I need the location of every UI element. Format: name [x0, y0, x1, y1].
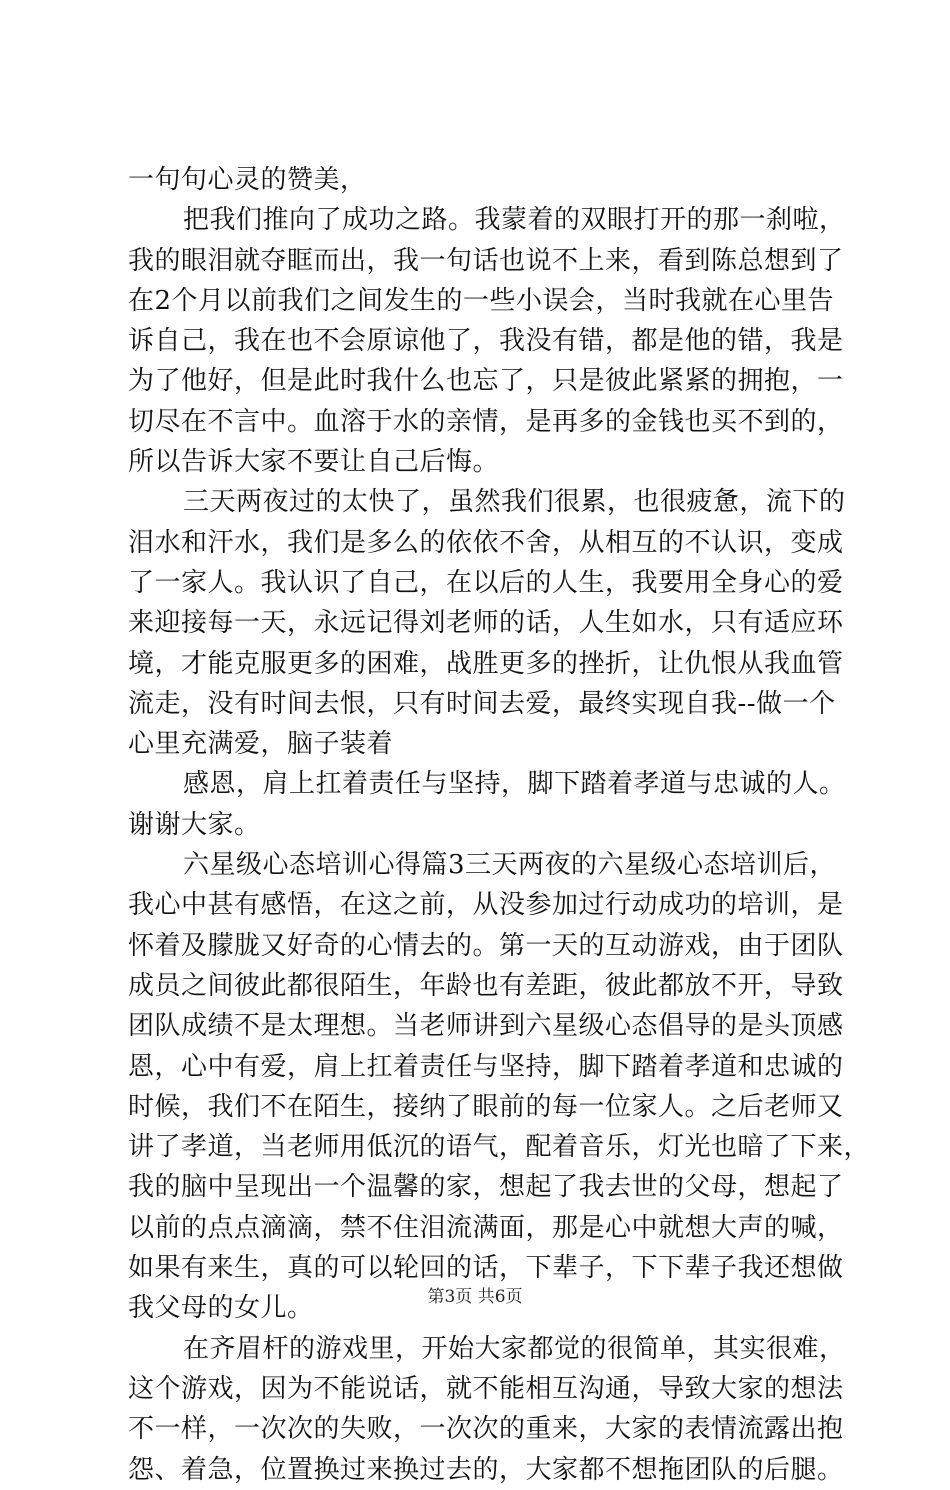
text-line: 我的脑中呈现出一个温馨的家，想起了我去世的父母，想起了 — [128, 1172, 844, 1203]
text-line: 在2个月以前我们之间发生的一些小误会，当时我就在心里告 — [128, 285, 835, 316]
text-line: 切尽在不言中。血溶于水的亲情，是再多的金钱也买不到的， — [128, 406, 844, 437]
text-line: 流走，没有时间去恨，只有时间去爱，最终实现自我--做一个 — [128, 688, 836, 719]
text-line: 谢谢大家。 — [128, 809, 261, 840]
text-line: 讲了孝道，当老师用低沉的语气，配着音乐，灯光也暗了下来， — [128, 1132, 871, 1163]
text-line: 恩，心中有爱，肩上扛着责任与坚持，脚下踏着孝道和忠诚的 — [128, 1051, 844, 1082]
text-line: 三天两夜过的太快了，虽然我们很累，也很疲惫，流下的 — [183, 487, 846, 518]
text-line: 泪水和汗水，我们是多么的依依不舍，从相互的不认识，变成 — [128, 527, 844, 558]
text-line: 如果有来生，真的可以轮回的话，下辈子，下下辈子我还想做 — [128, 1253, 844, 1284]
text-line: 我心中甚有感悟，在这之前，从没参加过行动成功的培训，是 — [128, 890, 844, 921]
text-line: 不一样，一次次的失败，一次次的重来，大家的表情流露出抱 — [128, 1414, 844, 1445]
text-line: 所以告诉大家不要让自己后悔。 — [128, 447, 500, 478]
text-line: 一句句心灵的赞美， — [128, 165, 367, 195]
text-line: 时候，我们不在陌生，接纳了眼前的每一位家人。之后老师又 — [128, 1091, 844, 1122]
text-line: 境，才能克服更多的困难，战胜更多的挫折，让仇恨从我血管 — [128, 648, 844, 679]
text-line: 怀着及朦胧又好奇的心情去的。第一天的互动游戏，由于团队 — [128, 930, 844, 961]
text-line: 成员之间彼此都很陌生，年龄也有差距，彼此都放不开，导致 — [128, 970, 844, 1001]
text-line: 在齐眉杆的游戏里，开始大家都觉的很简单，其实很难， — [183, 1333, 846, 1364]
text-line: 团队成绩不是太理想。当老师讲到六星级心态倡导的是头顶感 — [128, 1011, 844, 1042]
text-line: 把我们推向了成功之路。我蒙着的双眼打开的那一刹啦， — [183, 205, 846, 236]
text-line: 为了他好，但是此时我什么也忘了，只是彼此紧紧的拥抱，一 — [128, 366, 844, 397]
text-line: 诉自己，我在也不会原谅他了，我没有错，都是他的错，我是 — [128, 326, 844, 357]
text-line: 心里充满爱，脑子装着 — [128, 729, 394, 760]
text-line: 六星级心态培训心得篇3三天两夜的六星级心态培训后， — [183, 850, 837, 881]
text-line: 这个游戏，因为不能说话，就不能相互沟通，导致大家的想法 — [128, 1373, 844, 1404]
text-line: 来迎接每一天，永远记得刘老师的话，人生如水，只有适应环 — [128, 608, 844, 639]
page-footer: 第3页 共6页 — [427, 1287, 523, 1307]
text-line: 了一家人。我认识了自己，在以后的人生，我要用全身心的爱 — [128, 567, 844, 598]
text-line: 感恩，肩上扛着责任与坚持，脚下踏着孝道与忠诚的人。 — [183, 769, 846, 800]
text-line: 我父母的女儿。 — [128, 1293, 314, 1324]
text-line: 以前的点点滴滴，禁不住泪流满面，那是心中就想大声的喊， — [128, 1212, 844, 1243]
text-line: 我的眼泪就夺眶而出，我一句话也说不上来，看到陈总想到了 — [128, 245, 844, 276]
text-line: 怨、着急，位置换过来换过去的，大家都不想拖团队的后腿。 — [128, 1454, 844, 1485]
